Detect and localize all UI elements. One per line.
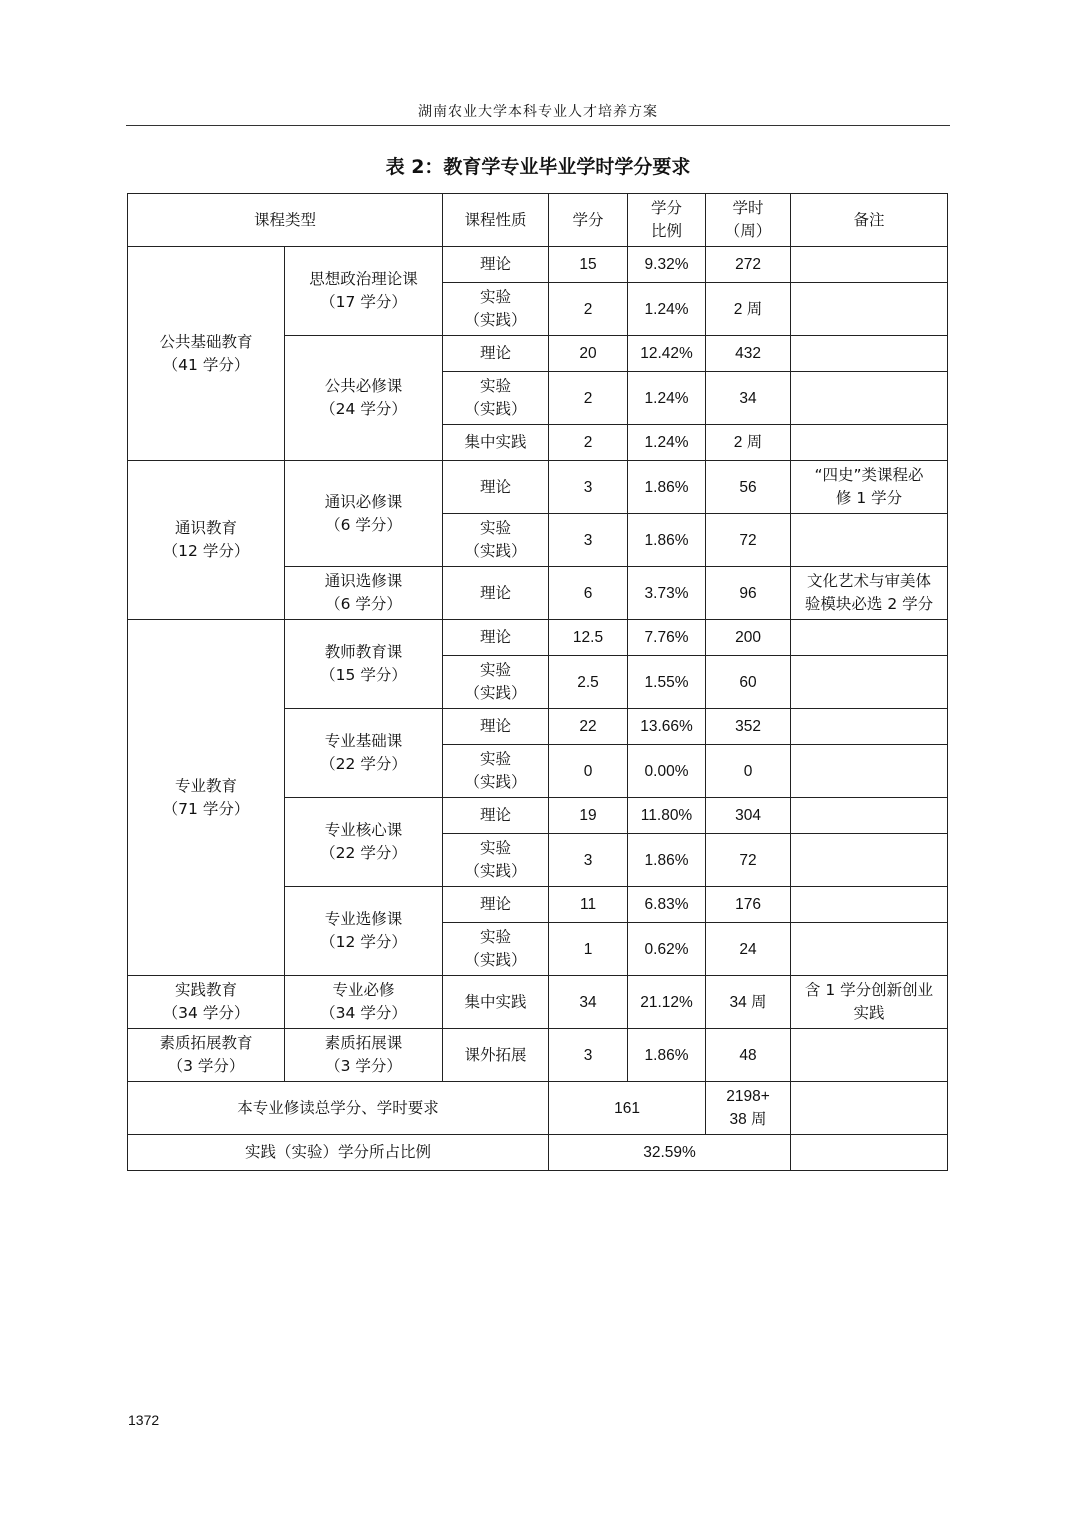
cell-ratio: 1.55% (628, 656, 706, 709)
cell-hours: 352 (706, 709, 791, 745)
cell-credits: 3 (549, 514, 628, 567)
group-quality: 素质拓展教育 （3 学分） (128, 1029, 285, 1082)
page-header: 湖南农业大学本科专业人才培养方案 (126, 100, 950, 126)
cell-nature: 集中实践 (443, 425, 549, 461)
cell-ratio: 1.24% (628, 372, 706, 425)
cell-credits: 34 (549, 976, 628, 1029)
cell-ratio: 13.66% (628, 709, 706, 745)
cell-nature: 实验 （实践） (443, 372, 549, 425)
cell-hours: 48 (706, 1029, 791, 1082)
cell-hours: 34 周 (706, 976, 791, 1029)
subgroup-major-elective: 专业选修课 （12 学分） (285, 887, 443, 976)
cell-credits: 20 (549, 336, 628, 372)
cell-hours: 60 (706, 656, 791, 709)
cell-ratio: 7.76% (628, 620, 706, 656)
cell-hours: 176 (706, 887, 791, 923)
table-row (128, 1029, 948, 1082)
cell-note (791, 923, 948, 976)
cell-credits: 11 (549, 887, 628, 923)
page-number: 1372 (128, 1412, 160, 1428)
cell-credits: 3 (549, 834, 628, 887)
cell-note (791, 834, 948, 887)
cell-hours: 56 (706, 461, 791, 514)
table-row (128, 620, 948, 656)
cell-credits: 15 (549, 247, 628, 283)
cell-nature: 理论 (443, 798, 549, 834)
group-major: 专业教育 （71 学分） (128, 620, 285, 976)
cell-hours: 200 (706, 620, 791, 656)
cell-hours: 432 (706, 336, 791, 372)
subgroup-general-elective: 通识选修课 （6 学分） (285, 567, 443, 620)
table-title: 表 2：教育学专业毕业学时学分要求 (385, 156, 691, 178)
cell-note (791, 745, 948, 798)
cell-nature: 实验 （实践） (443, 514, 549, 567)
cell-note (791, 656, 948, 709)
practice-ratio-label: 实践（实验）学分所占比例 (128, 1135, 549, 1171)
cell-note (791, 247, 948, 283)
header-notes: 备注 (791, 194, 948, 247)
cell-ratio: 9.32% (628, 247, 706, 283)
group-practice: 实践教育 （34 学分） (128, 976, 285, 1029)
cell-ratio: 1.24% (628, 283, 706, 336)
cell-credits: 0 (549, 745, 628, 798)
cell-ratio: 3.73% (628, 567, 706, 620)
table-row (128, 461, 948, 514)
cell-ratio: 12.42% (628, 336, 706, 372)
cell-credits: 2.5 (549, 656, 628, 709)
cell-ratio: 0.62% (628, 923, 706, 976)
cell-nature: 理论 (443, 336, 549, 372)
cell-credits: 2 (549, 425, 628, 461)
cell-credits: 12.5 (549, 620, 628, 656)
cell-nature: 理论 (443, 709, 549, 745)
cell-note: 文化艺术与审美体 验模块必选 2 学分 (791, 567, 948, 620)
cell-hours: 304 (706, 798, 791, 834)
cell-nature: 理论 (443, 887, 549, 923)
cell-ratio: 1.86% (628, 834, 706, 887)
cell-nature: 理论 (443, 620, 549, 656)
cell-credits: 3 (549, 461, 628, 514)
cell-hours: 72 (706, 514, 791, 567)
subgroup-politics: 思想政治理论课 （17 学分） (285, 247, 443, 336)
header-credits: 学分 (549, 194, 628, 247)
cell-nature: 理论 (443, 461, 549, 514)
cell-hours: 34 (706, 372, 791, 425)
cell-ratio: 0.00% (628, 745, 706, 798)
subgroup-public-required: 公共必修课 （24 学分） (285, 336, 443, 461)
subgroup-general-required: 通识必修课 （6 学分） (285, 461, 443, 567)
group-general: 通识教育 （12 学分） (128, 461, 285, 620)
subgroup-quality-course: 素质拓展课 （3 学分） (285, 1029, 443, 1082)
cell-note (791, 887, 948, 923)
cell-credits: 6 (549, 567, 628, 620)
cell-note (791, 283, 948, 336)
cell-hours: 24 (706, 923, 791, 976)
totals-hours: 2198+ 38 周 (706, 1082, 791, 1135)
cell-ratio: 1.86% (628, 514, 706, 567)
cell-nature: 实验 （实践） (443, 283, 549, 336)
totals-row (128, 1082, 948, 1135)
cell-credits: 19 (549, 798, 628, 834)
cell-hours: 2 周 (706, 283, 791, 336)
practice-ratio-value: 32.59% (549, 1135, 791, 1171)
cell-hours: 96 (706, 567, 791, 620)
cell-nature: 集中实践 (443, 976, 549, 1029)
totals-note (791, 1082, 948, 1135)
cell-nature: 实验 （实践） (443, 656, 549, 709)
cell-nature: 实验 （实践） (443, 923, 549, 976)
cell-hours: 72 (706, 834, 791, 887)
cell-ratio: 1.86% (628, 461, 706, 514)
cell-credits: 2 (549, 372, 628, 425)
cell-nature: 课外拓展 (443, 1029, 549, 1082)
cell-note (791, 514, 948, 567)
subgroup-major-core: 专业核心课 （22 学分） (285, 798, 443, 887)
header-hours: 学时 （周） (706, 194, 791, 247)
header-row (128, 194, 948, 247)
cell-note (791, 425, 948, 461)
subgroup-major-basic: 专业基础课 （22 学分） (285, 709, 443, 798)
cell-note (791, 336, 948, 372)
practice-ratio-note (791, 1135, 948, 1171)
header-course-nature: 课程性质 (443, 194, 549, 247)
cell-credits: 3 (549, 1029, 628, 1082)
cell-note (791, 709, 948, 745)
cell-credits: 22 (549, 709, 628, 745)
cell-note (791, 372, 948, 425)
header-ratio: 学分 比例 (628, 194, 706, 247)
group-public: 公共基础教育 （41 学分） (128, 247, 285, 461)
table-row (128, 247, 948, 283)
cell-credits: 1 (549, 923, 628, 976)
practice-ratio-row (128, 1135, 948, 1171)
cell-hours: 272 (706, 247, 791, 283)
cell-note (791, 798, 948, 834)
credit-requirements-table (127, 193, 948, 1171)
cell-note (791, 620, 948, 656)
cell-ratio: 1.24% (628, 425, 706, 461)
table-row (128, 976, 948, 1029)
cell-credits: 2 (549, 283, 628, 336)
cell-ratio: 6.83% (628, 887, 706, 923)
cell-note: “四史”类课程必 修 1 学分 (791, 461, 948, 514)
header-course-type: 课程类型 (128, 194, 443, 247)
cell-note: 含 1 学分创新创业 实践 (791, 976, 948, 1029)
cell-nature: 实验 （实践） (443, 745, 549, 798)
cell-nature: 理论 (443, 247, 549, 283)
cell-ratio: 21.12% (628, 976, 706, 1029)
totals-credits: 161 (549, 1082, 706, 1135)
cell-ratio: 1.86% (628, 1029, 706, 1082)
cell-ratio: 11.80% (628, 798, 706, 834)
subgroup-teacher: 教师教育课 （15 学分） (285, 620, 443, 709)
cell-nature: 实验 （实践） (443, 834, 549, 887)
cell-hours: 0 (706, 745, 791, 798)
totals-label: 本专业修读总学分、学时要求 (128, 1082, 549, 1135)
cell-hours: 2 周 (706, 425, 791, 461)
cell-nature: 理论 (443, 567, 549, 620)
subgroup-major-required: 专业必修 （34 学分） (285, 976, 443, 1029)
cell-note (791, 1029, 948, 1082)
